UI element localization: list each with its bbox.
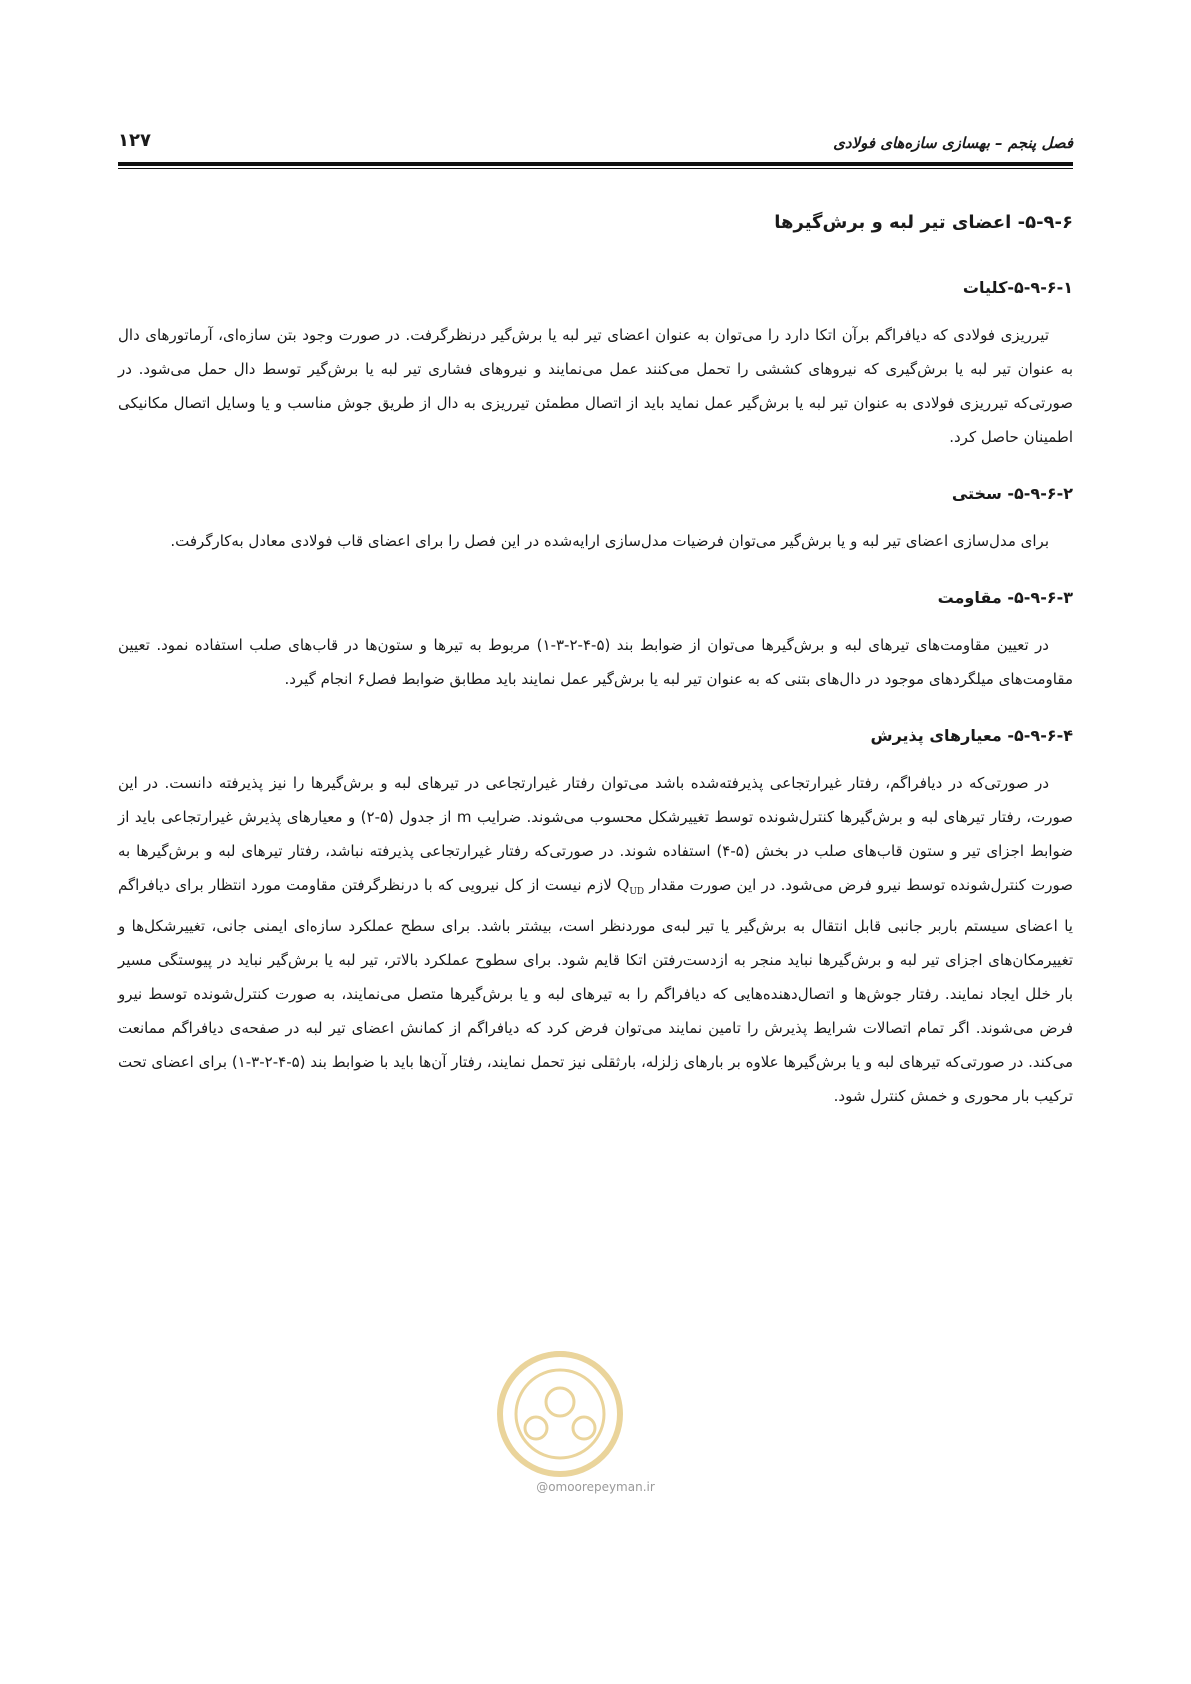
section-heading: ۵-۹-۶- اعضای تیر لبه و برش‌گیرها	[774, 212, 1073, 233]
chapter-title: فصل پنجم – بهسازی سازه‌های فولادی	[833, 134, 1073, 152]
page-number: ۱۲۷	[118, 130, 151, 151]
subsection-heading-acceptance: ۵-۹-۶-۴- معیارهای پذیرش	[870, 726, 1073, 745]
paragraph-acceptance-part2: لازم نیست از کل نیرویی که با درنظرگرفتن مقاومت مورد انتظار برای دیافراگم یا اعضای سیستم باربر جانبی قابل انتقال به برش‌گیر یا تیر لبه‌ی موردنظر است، بیشتر باشد. برای سطح عملکرد سازه‌ای ایمنی جانی، تغییرشکل‌ها و تغییرمکان‌های اجزای تیر لبه و برش‌گیرها نباید منجر به ازدست‌رفتن اتکا قایم شود. برای سطوح عملکرد بالاتر، تیر لبه یا برش‌گیر نباید در پیوستگی مسیر بار خلل ایجاد نمایند. رفتار جوش‌ها و اتصال‌دهنده‌هایی که دیافراگم را به تیرهای لبه و یا برش‌گیرها متصل می‌نمایند، به صورت کنترل‌شونده توسط نیرو فرض می‌شوند. اگر تمام اتصالات شرایط پذیرش را تامین نمایند می‌توان فرض کرد که دیافراگم از کمانش اعضای تیر لبه در صفحه‌ی دیافراگم ممانعت می‌کند. در صورتی‌که تیرهای لبه و یا برش‌گیرها علاوه بر بارهای زلزله، بارثقلی نیز تحمل نمایند، رفتار آن‌ها باید با ضوابط بند (۵-۴-۲-۳-۱) برای اعضای تحت ترکیب بار محوری و خمش کنترل شود.	[118, 876, 1073, 1105]
q-symbol: Q	[617, 876, 630, 894]
header-rule-thick	[118, 162, 1073, 166]
watermark-url: @omoorepeyman.ir	[536, 1480, 655, 1494]
subsection-heading-stiffness: ۵-۹-۶-۲- سختی	[951, 484, 1073, 503]
subsection-heading-general: ۵-۹-۶-۱-کلیات	[962, 278, 1073, 297]
paragraph-strength: در تعیین مقاومت‌های تیرهای لبه و برش‌گیرها می‌توان از ضوابط بند (۵-۴-۲-۳-۱) مربوط به تیرها و ستون‌ها در قاب‌های صلب استفاده نمود. تعیین مقاومت‌های میلگردهای موجود در دال‌های بتنی که به عنوان تیر لبه یا برش‌گیر عمل نمایند باید مطابق ضوابط فصل۶ انجام گیرد.	[118, 636, 1073, 688]
running-header	[118, 128, 1073, 158]
paragraph-stiffness: برای مدل‌سازی اعضای تیر لبه و یا برش‌گیر می‌توان فرضیات مدل‌سازی ارایه‌شده در این فصل را برای اعضای قاب فولادی معادل به‌کارگرفت.	[170, 532, 1049, 550]
q-ud-symbol	[617, 876, 645, 897]
header-rule-thin	[118, 168, 1073, 169]
paragraph-general: تیرریزی فولادی که دیافراگم برآن اتکا دارد را می‌توان به عنوان اعضای تیر لبه یا برش‌گیر درنظرگرفت. در صورت وجود بتن سازه‌ای، آرماتورهای دال به عنوان تیر لبه یا برش‌گیری که نیروهای کششی را تحمل می‌کنند عمل می‌نمایند و نیروهای فشاری تیر لبه یا برش‌گیر توسط دال حمل می‌شود. در صورتی‌که تیرریزی فولادی به عنوان تیر لبه یا برش‌گیر عمل نماید باید از اتصال مطمئن تیرریزی به دال از طریق جوش مناسب و یا وسایل اتصال مکانیکی اطمینان حاصل کرد.	[118, 326, 1073, 446]
ud-subscript: UD	[629, 887, 645, 897]
main-content	[118, 210, 1073, 1141]
subsection-heading-strength: ۵-۹-۶-۳- مقاومت	[937, 588, 1073, 607]
paragraph-acceptance-part1: در صورتی‌که در دیافراگم، رفتار غیرارتجاعی پذیرفته‌شده باشد می‌توان رفتار غیرارتجاعی در تیرهای لبه و برش‌گیرها را نیز پذیرفته دانست. در این صورت، رفتار تیرهای لبه و برش‌گیرها کنترل‌شونده توسط تغییرشکل محسوب می‌شوند. ضرایب m از جدول (۵-۲) و معیارهای پذیرش غیرارتجاعی باید از ضوابط اجزای تیر و ستون قاب‌های صلب در بخش (۵-۴) استفاده شوند. در صورتی‌که رفتار غیرارتجاعی پذیرفته نباشد، رفتار تیرهای لبه و برش‌گیرها به صورت کنترل‌شونده توسط نیرو فرض می‌شود. در این صورت مقدار	[118, 774, 1073, 894]
seal-watermark-icon	[480, 1342, 640, 1482]
paragraph-acceptance	[118, 766, 1073, 1113]
